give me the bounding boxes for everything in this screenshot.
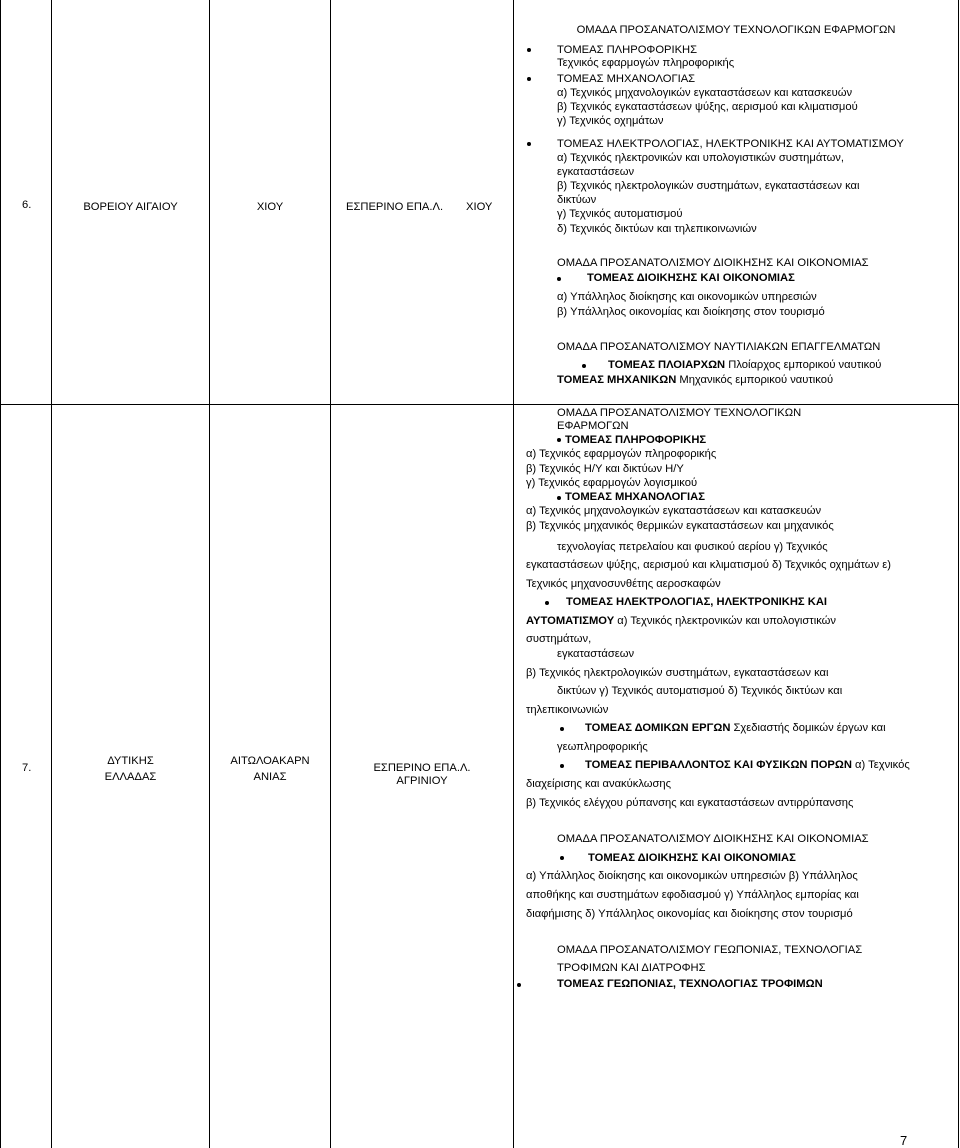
row-7-prefecture-line-2: ΑΝΙΑΣ <box>253 771 287 783</box>
bullet-icon <box>527 77 531 81</box>
row-7-school <box>331 762 513 788</box>
row-7-elec-sector-line-2 <box>526 615 836 628</box>
row-6-it-spec: Τεχνικός εφαρμογών πληροφορικής <box>557 57 735 69</box>
bullet-icon <box>560 856 564 860</box>
bullet-icon <box>560 727 564 731</box>
row-6-school-type: ΕΣΠΕΡΙΝΟ ΕΠΑ.Λ. <box>346 201 444 213</box>
row-6-elec-d: δ) Τεχνικός δικτύων και τηλεπικοινωνιών <box>557 223 757 235</box>
row-7-agri-sector: ΤΟΜΕΑΣ ΓΕΩΠΟΝΙΑΣ, ΤΕΧΝΟΛΟΓΙΑΣ ΤΡΟΦΙΜΩΝ <box>557 978 823 990</box>
row-7-admin-group-title: ΟΜΑΔΑ ΠΡΟΣΑΝΑΤΟΛΙΣΜΟΥ ΔΙΟΙΚΗΣΗΣ ΚΑΙ ΟΙΚΟΝΟΜΙΑΣ <box>557 833 869 845</box>
row-6-elec-a1: α) Τεχνικός ηλεκτρονικών και υπολογιστικών συστημάτων, <box>557 152 845 164</box>
row-7-elec-l6: τηλεπικοινωνιών <box>526 704 609 716</box>
row-6-admin-a: α) Υπάλληλος διοίκησης και οικονομικών υπηρεσιών <box>557 291 817 303</box>
naut-captains-spec: Πλοίαρχος εμπορικού ναυτικού <box>725 359 882 371</box>
row-7-prefecture <box>210 755 330 784</box>
row-6-mech-sector: ΤΟΜΕΑΣ ΜΗΧΑΝΟΛΟΓΙΑΣ <box>557 73 696 85</box>
naut-engineers-spec: Μηχανικός εμπορικού ναυτικού <box>676 374 834 386</box>
col-divider-1 <box>51 0 52 1148</box>
row-7-civil-line <box>585 722 886 735</box>
row-7-env-l1: α) Τεχνικός <box>851 759 910 771</box>
row-7-school-type: ΕΣΠΕΡΙΝΟ ΕΠΑ.Λ. <box>373 762 471 774</box>
bullet-icon <box>557 438 561 442</box>
row-7-tech-group-title-1: ΟΜΑΔΑ ΠΡΟΣΑΝΑΤΟΛΙΣΜΟΥ ΤΕΧΝΟΛΟΓΙΚΩΝ <box>557 407 802 419</box>
row-7-elec-l2: συστημάτων, <box>526 633 592 645</box>
page-number: 7 <box>900 1133 908 1148</box>
row-6-prefecture: ΧΙΟΥ <box>256 201 284 213</box>
row-7-admin-l3: διαφήμισης δ) Υπάλληλος οικονομίας και διοίκησης στον τουρισμό <box>526 908 853 920</box>
row-7-admin-sector: ΤΟΜΕΑΣ ΔΙΟΙΚΗΣΗΣ ΚΑΙ ΟΙΚΟΝΟΜΙΑΣ <box>588 852 796 864</box>
table-border-left <box>0 0 1 1148</box>
row-7-env-l2: διαχείρισης και ανακύκλωσης <box>526 778 672 790</box>
col-divider-3 <box>330 0 331 1148</box>
row-6-naut-group-title: ΟΜΑΔΑ ΠΡΟΣΑΝΑΤΟΛΙΣΜΟΥ ΝΑΥΤΙΛΙΑΚΩΝ ΕΠΑΓΓΕΛΜΑΤΩΝ <box>557 341 881 353</box>
row-7-tech-group-title-2: ΕΦΑΡΜΟΓΩΝ <box>557 420 629 432</box>
naut-engineers-label: ΤΟΜΕΑΣ ΜΗΧΑΝΙΚΩΝ <box>557 374 677 386</box>
row-7-elec-sector-2: ΑΥΤΟΜΑΤΙΣΜΟΥ <box>526 615 615 627</box>
bullet-icon <box>557 496 561 500</box>
naut-captains-label: ΤΟΜΕΑΣ ΠΛΟΙΑΡΧΩΝ <box>608 359 726 371</box>
row-7-it-sector: ΤΟΜΕΑΣ ΠΛΗΡΟΦΟΡΙΚΗΣ <box>565 434 707 446</box>
row-7-civil-spec-2: γεωπληροφορικής <box>557 741 648 753</box>
row-6-elec-sector: ΤΟΜΕΑΣ ΗΛΕΚΤΡΟΛΟΓΙΑΣ, ΗΛΕΚΤΡΟΝΙΚΗΣ ΚΑΙ ΑΥΤΟΜΑΤΙΣΜΟΥ <box>557 138 904 150</box>
row-6-elec-a2: εγκαταστάσεων <box>557 166 635 178</box>
col-divider-2 <box>209 0 210 1148</box>
row-6-number: 6. <box>22 199 32 211</box>
row-6-naut-sector-captains <box>608 359 881 372</box>
row-7-it-a: α) Τεχνικός εφαρμογών πληροφορικής <box>526 448 717 460</box>
row-7-mech-l4: εγκαταστάσεων ψύξης, αερισμού και κλιματισμού δ) Τεχνικός οχημάτων ε) <box>526 559 891 571</box>
row-6-school-location: ΧΙΟΥ <box>466 201 493 213</box>
row-6-mech-a: α) Τεχνικός μηχανολογικών εγκαταστάσεων και κατασκευών <box>557 87 853 99</box>
col-divider-4 <box>513 0 514 1148</box>
row-7-it-c: γ) Τεχνικός εφαρμογών λογισμικού <box>526 477 698 489</box>
row-7-elec-sector-1: ΤΟΜΕΑΣ ΗΛΕΚΤΡΟΛΟΓΙΑΣ, ΗΛΕΚΤΡΟΝΙΚΗΣ ΚΑΙ <box>566 596 828 608</box>
bullet-icon <box>517 983 521 987</box>
row-7-elec-l3: εγκαταστάσεων <box>557 648 635 660</box>
row-6-naut-sector-engineers <box>557 374 833 387</box>
bullet-icon <box>545 601 549 605</box>
bullet-icon <box>560 764 564 768</box>
row-7-env-l3: β) Τεχνικός ελέγχου ρύπανσης και εγκαταστάσεων αντιρρύπανσης <box>526 797 854 809</box>
row-7-elec-l4: β) Τεχνικός ηλεκτρολογικών συστημάτων, εγκαταστάσεων και <box>526 667 829 679</box>
row-7-mech-sector: ΤΟΜΕΑΣ ΜΗΧΑΝΟΛΟΓΙΑΣ <box>565 491 705 503</box>
bullet-icon <box>582 364 586 368</box>
row-6-mech-b: β) Τεχνικός εγκαταστάσεων ψύξης, αερισμού και κλιματισμού <box>557 101 858 113</box>
row-7-agri-group-title-1: ΟΜΑΔΑ ΠΡΟΣΑΝΑΤΟΛΙΣΜΟΥ ΓΕΩΠΟΝΙΑΣ, ΤΕΧΝΟΛΟΓΙΑΣ <box>557 944 863 956</box>
row-6-it-sector: ΤΟΜΕΑΣ ΠΛΗΡΟΦΟΡΙΚΗΣ <box>557 44 698 56</box>
row-6-admin-group-title: ΟΜΑΔΑ ΠΡΟΣΑΝΑΤΟΛΙΣΜΟΥ ΔΙΟΙΚΗΣΗΣ ΚΑΙ ΟΙΚΟΝΟΜΙΑΣ <box>557 257 869 269</box>
row-7-elec-l5: δικτύων γ) Τεχνικός αυτοματισμού δ) Τεχνικός δικτύων και <box>557 685 843 697</box>
row-7-prefecture-line-1: ΑΙΤΩΛΟΑΚΑΡΝ <box>230 755 310 767</box>
row-7-env-sector: ΤΟΜΕΑΣ ΠΕΡΙΒΑΛΛΟΝΤΟΣ ΚΑΙ ΦΥΣΙΚΩΝ ΠΟΡΩΝ <box>585 759 852 771</box>
row-6-mech-c: γ) Τεχνικός οχημάτων <box>557 115 664 127</box>
row-divider <box>0 404 959 405</box>
row-7-school-location: ΑΓΡΙΝΙΟΥ <box>396 775 448 787</box>
row-7-admin-l2: αποθήκης και συστημάτων εφοδιασμού γ) Υπάλληλος εμπορίας και <box>526 889 859 901</box>
row-7-region <box>52 755 209 784</box>
row-7-it-b: β) Τεχνικός Η/Υ και δικτύων Η/Υ <box>526 463 684 475</box>
row-7-env-line <box>585 759 910 772</box>
row-7-mech-l2: β) Τεχνικός μηχανικός θερμικών εγκαταστάσεων και μηχανικός <box>526 520 834 532</box>
row-7-number: 7. <box>22 762 32 774</box>
bullet-icon <box>527 142 531 146</box>
row-7-mech-l3: τεχνολογίας πετρελαίου και φυσικού αερίου γ) Τεχνικός <box>557 541 828 553</box>
row-7-region-line-2: ΕΛΛΑΔΑΣ <box>104 771 157 783</box>
table-border-right <box>958 0 959 1148</box>
row-6-elec-b2: δικτύων <box>557 194 597 206</box>
row-7-mech-l1: α) Τεχνικός μηχανολογικών εγκαταστάσεων και κατασκευών <box>526 505 822 517</box>
row-7-elec-l1: α) Τεχνικός ηλεκτρονικών και υπολογιστικών <box>614 615 836 627</box>
row-6-admin-sector: ΤΟΜΕΑΣ ΔΙΟΙΚΗΣΗΣ ΚΑΙ ΟΙΚΟΝΟΜΙΑΣ <box>587 272 795 284</box>
row-6-region: ΒΟΡΕΙΟΥ ΑΙΓΑΙΟΥ <box>83 201 178 213</box>
row-7-civil-sector: ΤΟΜΕΑΣ ΔΟΜΙΚΩΝ ΕΡΓΩΝ <box>585 722 731 734</box>
row-6-elec-c: γ) Τεχνικός αυτοματισμού <box>557 208 683 220</box>
row-6-elec-b1: β) Τεχνικός ηλεκτρολογικών συστημάτων, εγκαταστάσεων και <box>557 180 860 192</box>
row-7-agri-group-title-2: ΤΡΟΦΙΜΩΝ ΚΑΙ ΔΙΑΤΡΟΦΗΣ <box>557 962 706 974</box>
row-6-tech-group-title: ΟΜΑΔΑ ΠΡΟΣΑΝΑΤΟΛΙΣΜΟΥ ΤΕΧΝΟΛΟΓΙΚΩΝ ΕΦΑΡΜΟΓΩΝ <box>576 24 896 36</box>
bullet-icon <box>527 48 531 52</box>
row-7-admin-l1: α) Υπάλληλος διοίκησης και οικονομικών υπηρεσιών β) Υπάλληλος <box>526 870 858 882</box>
row-7-mech-l5: Τεχνικός μηχανοσυνθέτης αεροσκαφών <box>526 578 721 590</box>
row-7-region-line-1: ΔΥΤΙΚΗΣ <box>107 755 154 767</box>
row-7-civil-spec: Σχεδιαστής δομικών έργων και <box>730 722 886 734</box>
row-6-admin-b: β) Υπάλληλος οικονομίας και διοίκησης στον τουρισμό <box>557 306 825 318</box>
bullet-icon <box>557 277 561 281</box>
